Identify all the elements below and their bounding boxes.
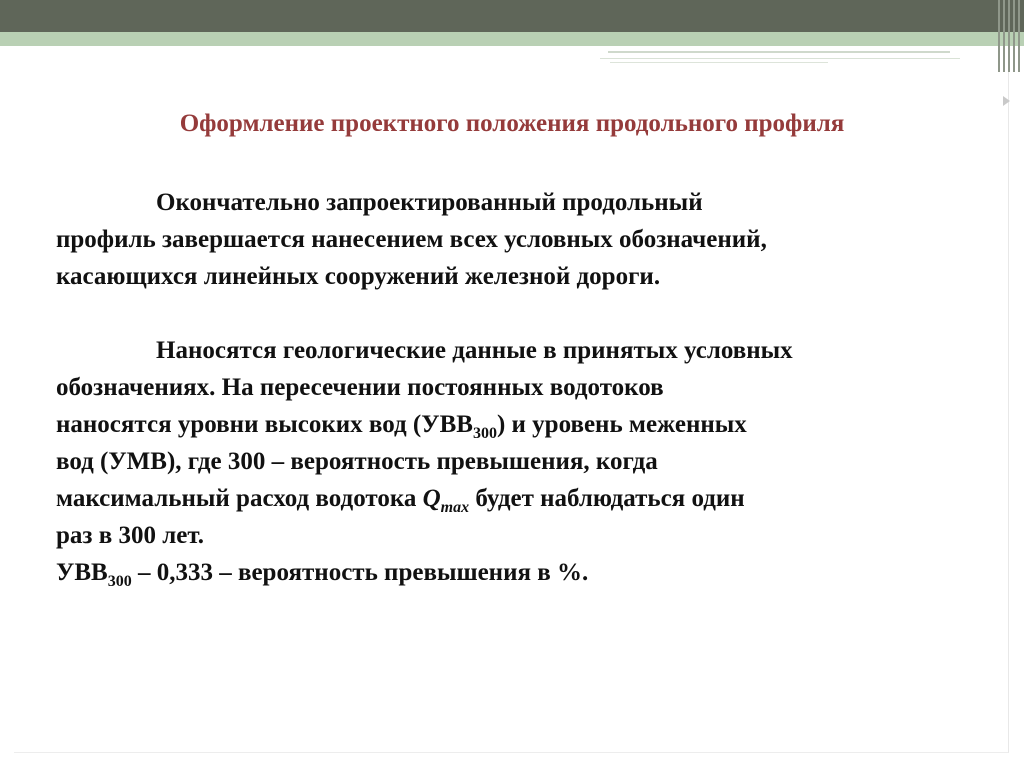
paragraph-1 bbox=[56, 184, 976, 295]
paragraph-2-line-1: Наносятся геологические данные в принятых условных bbox=[156, 337, 793, 364]
header-band bbox=[0, 0, 1024, 32]
paragraph-2-line-3-start: наносятся уровни высоких вод (УВВ bbox=[56, 411, 473, 438]
formula-prefix: УВВ bbox=[56, 559, 108, 586]
slide-title: Оформление проектного положения продольного профиля bbox=[179, 110, 845, 137]
paragraph-2-line-2: обозначениях. На пересечении постоянных водотоков bbox=[56, 374, 664, 401]
header-accent-band bbox=[0, 32, 1024, 46]
paragraph-2 bbox=[56, 332, 976, 591]
paragraph-2-line-3-end: ) и уровень меженных bbox=[496, 411, 747, 438]
paragraph-2-line-5-end: будет наблюдаться один bbox=[469, 485, 745, 512]
subscript-300: 300 bbox=[472, 425, 497, 442]
formula-subscript: 300 bbox=[107, 573, 132, 590]
decorative-line bbox=[600, 58, 960, 59]
formula-rest: – 0,333 – вероятность превышения в %. bbox=[131, 559, 589, 586]
paragraph-1-line-2: профиль завершается нанесением всех условных обозначений, bbox=[56, 226, 767, 253]
paragraph-1-line-1: Окончательно запроектированный продольный bbox=[156, 189, 703, 216]
paragraph-1-line-3: касающихся линейных сооружений железной дороги. bbox=[56, 263, 661, 290]
paragraph-2-line-5-start: максимальный расход водотока bbox=[56, 485, 423, 512]
corner-stripes bbox=[994, 0, 1024, 72]
q-max-symbol: $Q_{max}$ bbox=[422, 485, 470, 516]
decorative-line bbox=[610, 62, 828, 63]
paragraph-2-line-6: раз в 300 лет. bbox=[56, 522, 204, 549]
triangle-right-icon[interactable] bbox=[1003, 96, 1010, 106]
decorative-line bbox=[608, 51, 950, 53]
slide-body bbox=[56, 184, 976, 591]
paragraph-2-line-4: вод (УМВ), где 300 – вероятность превышения, когда bbox=[56, 448, 658, 475]
